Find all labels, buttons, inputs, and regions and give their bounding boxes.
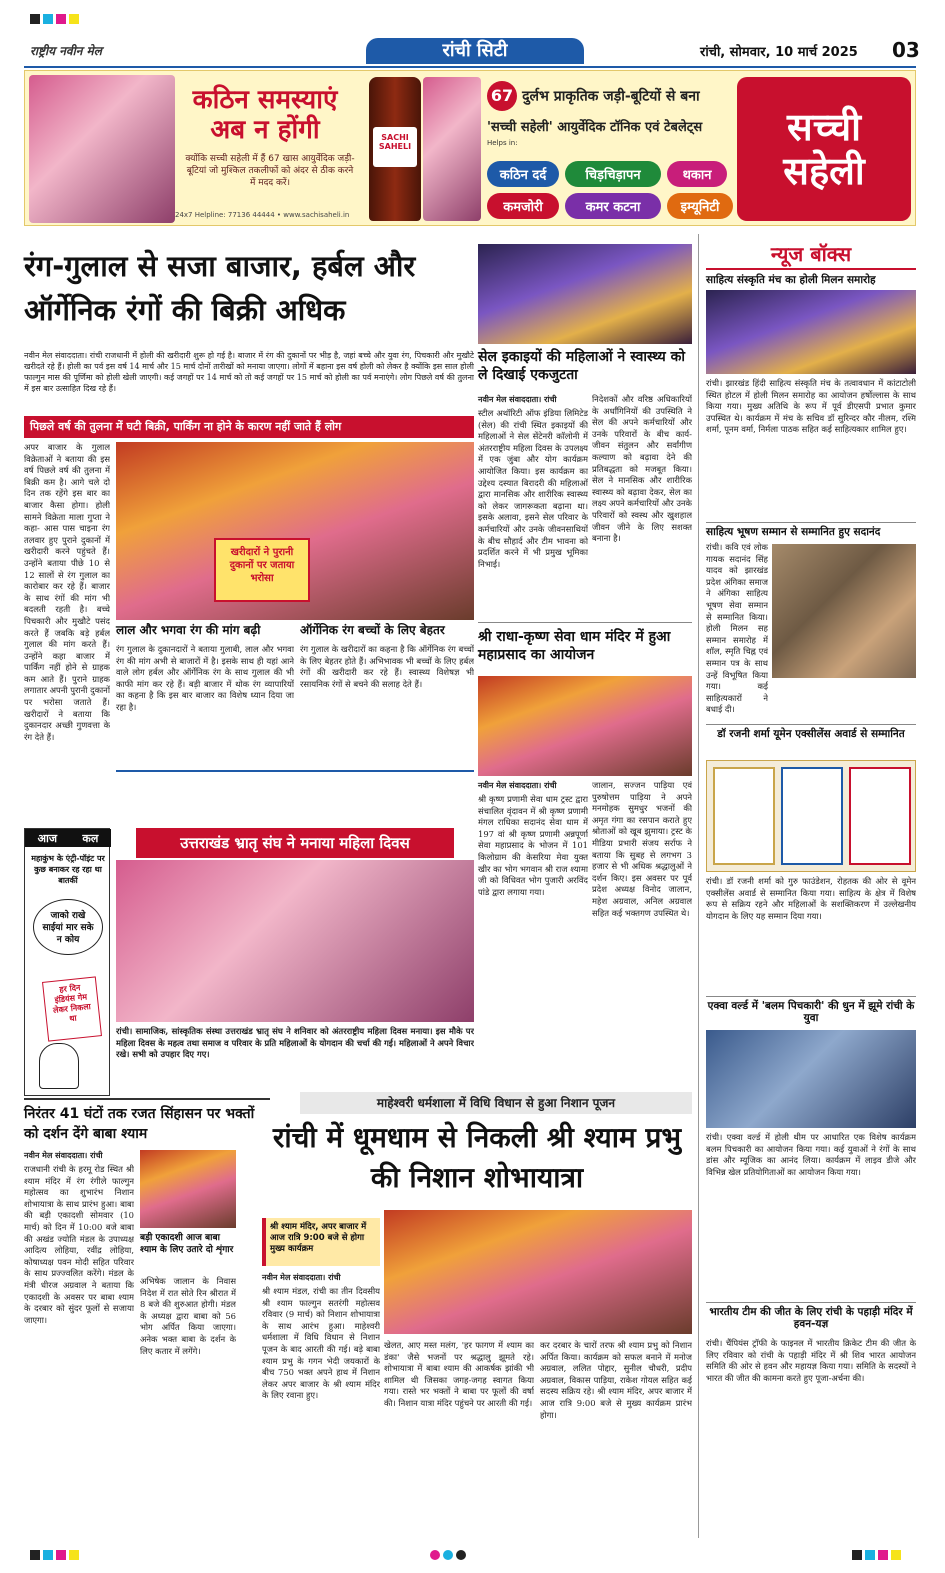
cartoon: [24, 828, 110, 1096]
news-item-5-head: भारतीय टीम की जीत के लिए रांची के पहाड़ी मंदिर में हवन-यज्ञ: [709, 1306, 913, 1331]
ad-pill-6: इम्यूनिटी: [667, 193, 733, 219]
certificate-3: [849, 767, 911, 865]
lead-column-1: अपर बाजार के गुलाल विक्रेताओं ने बताया की इस वर्ष पिछले वर्ष की तुलना में बिक्री कम है। आगे चले दो दिन तक रहेंगे इस बार का बाजार कैसा होगा। होली सामने विक्रेता माला गुप्ता ने कहा- आस पास चाइना रंग तलवार हुए पुराने दुकानों में खरीदारी करने पहुंचते हैं। उन्होंने बताया पीछे 10 से 12 सालों से रंग गुलाल का कारोबार कर रहे हैं। बाजार के साथ रंगों की मांग भी बदलती रहती है। बच्चे पिचकारी और मुखौटे पसंद करते हैं जबकि बड़े हर्बल गुलाल की मांग करते हैं। उन्होंने कहा बाजार में पार्किंग नहीं होने से ग्राहक कम आते हैं। पुराने ग्राहक लगातार अपनी पुरानी दुकानों पर भरोसा जताते हैं। खरीदारों ने बताया कि दुकानदार अच्छी गुणवत्ता के रंग देते हैं।: [24, 442, 110, 742]
news-box-header: [706, 240, 916, 270]
lead-sub-2-text: रंग गुलाल के खरीदारों का कहना है कि ऑर्गेनिक रंग बच्चों के लिए बेहतर होते हैं। अभिभावक भी बच्चों के लिए हर्बल रंगों की खरीदारी कर रहे हैं। स्वास्थ्य विशेषज्ञ भी रसायनिक रंगों से बचने की सलाह देते हैं।: [300, 644, 474, 689]
ad-logo: [737, 77, 911, 221]
shyam-text-1: श्री श्याम मंडल, रांची का तीन दिवसीय श्री श्याम फाल्गुन सतरंगी महोत्सव रविवार (9 मार्च) को निशान शोभायात्रा के साथ आरंभ हुआ। माहेश्वरी धर्मशाला में विधि विधान से निशान पूजन के बाद आरती की गई। बड़े बाबा श्याम प्रभु के गगन भेदी जयकारों के बीच 750 भक्त अपने हाथ में निशान लेकर अपर बाजार के श्री श्याम मंदिर के लिए रवाना हुए।: [262, 1286, 380, 1401]
news-rule-4: [706, 1302, 916, 1303]
advertisement: [24, 70, 916, 226]
news-item-2-head: साहित्य भूषण सम्मान से सम्मानित हुए सदानंद: [706, 526, 881, 538]
news-item-4-text: रांची। एक्वा वर्ल्ड में होली थीम पर आधारित एक विशेष कार्यक्रम बलम पिचकारी का आयोजन किया गया। कई युवाओं ने रंगों के साथ डांस और म्यूजिक का आनंद लिया। कार्यक्रम में लाइव डीजे और विभिन्न खेल प्रतियोगिताओं का आयोजन किया गया।: [706, 1132, 916, 1177]
cartoon-header: [25, 829, 111, 847]
radha-text-2: जालान, सज्जन पाड़िया एवं पुरुषोत्तम पाड़िया ने अपने मनमोहक सुमधुर भजनों की अमृत गंगा का रसपान कराते हुए श्रोताओं को खूब झुमाया। ट्रस्ट के मीडिया प्रभारी संजय सर्राफ ने बताया कि सुबह से लगभग 3 हजार से भी अधिक श्रद्धालुओं ने दर्शन किए। इस अवसर पर पूर्व प्रदेश अध्यक्ष विनोद जालान, महेश अग्रवाल, अनिल अग्रवाल सहित कई भक्तगण उपस्थित थे।: [592, 780, 692, 918]
sail-headline: सेल इकाइयों की महिलाओं ने स्वास्थ्य को ले दिखाई एकजुटता: [478, 349, 686, 383]
ad-pill-1: कठिन दर्द: [487, 161, 559, 187]
lead-headline: रंग-गुलाल से सजा बाजार, हर्बल और ऑर्गेनिक रंगों की बिक्री अधिक: [24, 249, 416, 327]
shyam-byline: नवीन मेल संवाददाता। रांची: [262, 1273, 341, 1282]
cartoon-label-right: कल: [82, 831, 99, 845]
news-rule-3: [706, 996, 916, 997]
lead-intro: नवीन मेल संवाददाता। रांची राजधानी में होली की खरीदारी शुरू हो गई है। बाजार में रंग की दुकानों पर भीड़ है, जहां बच्चे और युवा रंग, पिचकारी और मुखौटे खरीदते रहे हैं। होली का पर्व इस वर्ष 14 मार्च और 15 मार्च दोनों तारीखों को मनाया जाएगा। लोगों में बहाना इस वर्ष होली को लेकर है क्योंकि इस साल होली फाल्गुन मास की पूर्णिमा को होली खेली जाएगी। कई जगहों पर 14 मार्च को तो कई जगहों पर 15 मार्च को होली का पर्व मनाएंगे। लोग पिछले वर्ष की तुलना में इस बार उत्साहित दिख रहे हैं।: [24, 351, 474, 393]
news-rule-2: [706, 724, 916, 725]
lead-sub-1: लाल और भगवा रंग की मांग बढ़ी: [116, 623, 261, 637]
ad-pill-4: कमजोरी: [487, 193, 559, 219]
news-item-4-head: एक्वा वर्ल्ड में 'बलम पिचकारी' की धुन में झूमे रांची के युवा: [707, 1000, 915, 1025]
ad-box-image: [423, 77, 481, 221]
nonstop-byline: नवीन मेल संवाददाता। रांची: [24, 1151, 103, 1160]
women-day-photo: [116, 860, 474, 1022]
news-item-2-photo: [772, 544, 916, 678]
cartoon-figure: [39, 1043, 79, 1089]
ad-logo-text: सच्ची सहेली: [783, 105, 865, 193]
sail-rule: [478, 622, 692, 623]
news-item-2-text: रांची। कवि एवं लोक गायक सदानंद सिंह यादव को झारखंड प्रदेश अंगिका समाज ने अंगिका साहित्य भूषण सेवा सम्मान से सम्मानित किया। होली मिलन सह सम्मान समारोह में शॉल, स्मृति चिह्न एवं सम्मान पत्र के साथ उन्हें विभूषित किया गया। कई साहित्यकारों ने बधाई दी।: [706, 542, 768, 715]
paper-name: राष्ट्रीय नवीन मेल: [30, 44, 102, 58]
ad-headline-line-1: कठिन समस्याएं: [192, 85, 338, 115]
cartoon-caption: महाकुंभ के एंट्री-पॉइंट पर कुछ बनाकर रह रहा था बातकीं: [31, 854, 105, 885]
women-day-rule: [116, 770, 474, 772]
lead-sub-2: ऑर्गेनिक रंग बच्चों के लिए बेहतर: [300, 623, 445, 637]
nonstop-photo: [140, 1150, 236, 1228]
lead-red-bar: पिछले वर्ष की तुलना में घटी बिक्री, पार्किंग ना होने के कारण नहीं जाते हैं लोग: [24, 416, 474, 438]
cartoon-label-left: आज: [37, 831, 58, 845]
ad-pill-3: थकान: [667, 161, 727, 187]
radha-byline: नवीन मेल संवाददाता। रांची: [478, 781, 557, 790]
nonstop-text-1: राजधानी रांची के हरमू रोड स्थित श्री श्याम मंदिर में रंग रंगीले फाल्गुन महोत्सव का शुभारंभ निशान शोभायात्रा के साथ प्रारंभ हुआ। बाबा की बड़ी एकादशी सोमवार (10 मार्च) को दिन में 10:00 बजे बाबा की अखंड ज्योति मंडल के उपाध्यक्ष आदित्य लोहिया, रवींद्र लोहिया, कोषाध्यक्ष पवन मोदी सहित परिवार के साथ प्रज्ज्वलित करेंगे। मंडल के मंत्री धीरज अग्रवाल ने बताया कि एकादशी के अवसर पर बाबा श्याम के दरबार को सुंदर फूलों से सजाया जाएगा।: [24, 1164, 134, 1325]
ad-headline: [175, 85, 355, 145]
registration-marks-bottom-left: [30, 1550, 79, 1560]
ad-right-subtitle: 'सच्ची सहेली' आयुर्वेदिक टॉनिक एवं टेबलेट्स: [487, 120, 703, 135]
ad-helpline: 24x7 Helpline: 77136 44444 • www.sachisaheli.in: [175, 211, 350, 219]
shyam-text-2: खेलत, आए मस्त मलंग, 'हर फागण में श्याम का डंका' जैसे भजनों पर श्रद्धालु झूमते रहे। शोभायात्रा में बाबा श्याम की आकर्षक झांकी भी शामिल थी जिसका जगह-जगह स्वागत किया गया। रास्ते भर भक्तों ने बाबा पर फूलों की वर्षा की। निशान यात्रा मंदिर पहुंचने पर आरती की गई।: [384, 1340, 534, 1408]
ad-headline-line-2: अब न होंगी: [210, 115, 320, 145]
news-item-5-text: रांची। चैंपियंस ट्रॉफी के फाइनल में भारतीय क्रिकेट टीम की जीत के लिए रविवार को रांची के पहाड़ी मंदिर में श्री शिव भारत आयोजन समिति की ओर से हवन और महायज्ञ किया गया। समिति के सदस्यों ने भारत की जीत की कामना करते हुए पूजा-अर्चना की।: [706, 1338, 916, 1383]
news-box-title: न्यूज बॉक्स: [770, 242, 852, 266]
certificate-2: [781, 767, 843, 865]
shyam-photo: [384, 1210, 692, 1334]
news-rule-1: [706, 522, 916, 523]
sail-text-2: निदेशकों और वरिष्ठ अधिकारियों के अर्धांगिनियों की उपस्थिति ने सेल की अपने कर्मचारियों और उनके परिवारों के बीच कार्य-जीवन संतुलन और सर्वांगीण कल्याण को बढ़ावा देने की प्रतिबद्धता को मजबूत किया। सेल ने मानसिक और शारीरिक स्वास्थ्य को बढ़ावा देकर, सेल का लक्ष्य अपने कर्मचारियों और उनके परिवारों को स्वस्थ और खुशहाल जीवन जीने के लिए सशक्त बनाना है।: [592, 394, 692, 544]
news-item-1-photo: [706, 290, 916, 374]
ad-bottle-image: [369, 77, 421, 221]
radha-text-1: श्री कृष्ण प्रणामी सेवा धाम ट्रस्ट द्वारा संचालित वृंदावन में श्री कृष्ण प्रणामी मंगल राधिका सदानंद सेवा धाम में 197 वां श्री कृष्ण प्रणामी अन्नपूर्णा सेवा महाप्रसाद के भोजन में 101 किलोग्राम की केसरिया मेवा युक्त खीर का भोग भगवान श्री राज श्यामा जी को विधिवत भोग पुजारी अरविंद पांडे द्वारा लगाया गया।: [478, 794, 588, 897]
ad-right-title-text: दुर्लभ प्राकृतिक जड़ी-बूटियों से बना: [522, 88, 700, 105]
lead-photo-callout: खरीदारों ने पुरानी दुकानों पर जताया भरोसा: [214, 538, 310, 602]
shyam-headline: रांची में धूमधाम से निकली श्री श्याम प्रभु की निशान शोभायात्रा: [272, 1121, 682, 1194]
shyam-text-3: कर दरबार के चारों तरफ श्री श्याम प्रभु को निशान अर्पित किया। कार्यक्रम को सफल बनाने में मनोज अग्रवाल, ललित पोद्दार, सुनील चौधरी, प्रदीप अग्रवाल, विकास पाड़िया, राकेश गोयल सहित कई सदस्य सक्रिय रहे। श्री श्याम मंदिर, अपर बाजार में आज रात्रि 9:00 बजे से मुख्य कार्यक्रम प्रारंभ होगा।: [540, 1340, 692, 1420]
shyam-kicker: माहेश्वरी धर्मशाला में विधि विधान से हुआ निशान पूजन: [300, 1092, 692, 1114]
certificate-1: [713, 767, 775, 865]
news-item-3-certificates: [706, 760, 916, 872]
ad-subline: क्योंकि सच्ची सहेली में हैं 67 खास आयुर्वेदिक जड़ी-बूटियां जो मुश्किल तकलीफों को अंदर से ठीक करने में मदद करें।: [185, 154, 355, 188]
news-item-1-text: रांची। झारखंड हिंदी साहित्य संस्कृति मंच के तत्वावधान में कांटाटोली स्थित होटल में होली मिलन समारोह का आयोजन हर्षोल्लास के साथ किया गया। मुख्य अतिथि के रूप में पूर्व डीएसपी प्रभात कुमार उपस्थित थे। कार्यक्रम में मंच के सचिव डॉ सुरिन्दर कौर नीलम, रश्मि शर्मा, पूनम वर्मा, निर्मला पाठक सहित कई साहित्यकार शामिल हुए।: [706, 378, 916, 435]
news-item-1-head: साहित्य संस्कृति मंच का होली मिलन समारोह: [706, 274, 876, 286]
cartoon-bubble: जाको राखे साईयां मार सके न कोय: [33, 899, 103, 955]
sidebar-divider: [698, 234, 699, 1538]
registration-marks-bottom-center: [430, 1550, 466, 1560]
nonstop-headline: निरंतर 41 घंटों तक रजत सिंहासन पर भक्तों को दर्शन देंगे बाबा श्याम: [24, 1106, 255, 1142]
ad-pill-5: कमर कटना: [565, 193, 661, 219]
lead-market-photo: [116, 442, 474, 620]
news-item-3-text: रांची। डॉ रजनी शर्मा को गुरु फाउंडेशन, रोहतक की ओर से वूमेन एक्सीलेंस अवार्ड से सम्मानित किया गया। साहित्य के क्षेत्र में विशेष रूप से सक्रिय रहने और महिलाओं के सशक्तिकरण में उल्लेखनीय योगदान के लिए यह सम्मान दिया गया।: [706, 876, 916, 921]
dateline: रांची, सोमवार, 10 मार्च 2025: [700, 45, 858, 60]
lead-sub-1-text: रंग गुलाल के दुकानदारों ने बताया गुलाबी, लाल और भगवा रंग की मांग अभी से बाजारों में है। इसके साथ ही यहां आने वाले लोग हर्बल और ऑर्गेनिक रंग के साथ गुलाल की भी काफी मांग कर रहे हैं। बड़ी बाजार में थोक रंग व्यापारियों का कहना है कि इस बार बाजार का विशेष ध्यान दिया जा रहा है।: [116, 644, 294, 712]
women-day-headline: उत्तराखंड भ्रातृ संघ ने मनाया महिला दिवस: [136, 828, 454, 858]
sail-byline: नवीन मेल संवाददाता। रांची: [478, 395, 557, 404]
women-day-caption: रांची। सामाजिक, सांस्कृतिक संस्था उत्तराखंड भ्रातृ संघ ने शनिवार को अंतरराष्ट्रीय महिला दिवस मनाया। इस मौके पर महिला दिवस के महत्व तथा समाज व परिवार के प्रति महिलाओं के योगदान की चर्चा की गई। महिलाओं ने अपने विचार रखे। सभी को उपहार दिए गए।: [116, 1026, 474, 1060]
ad-67-badge: 67: [487, 81, 517, 111]
section-title: रांची सिटी: [366, 38, 584, 64]
sail-text-1: स्टील अथॉरिटी ऑफ इंडिया लिमिटेड (सेल) की रांची स्थित इकाइयों की महिलाओं ने सेल सेंटेनरी कॉलोनी में अंतरराष्ट्रीय महिला दिवस के उपलक्ष्य में एक जुंबा और योग कार्यक्रम आयोजित किया। इस कार्यक्रम का उद्देश्य दस्यात बिरादरी की महिलाओं द्वारा मानसिक और शारीरिक स्वास्थ्य को लेकर जागरूकता बढ़ाना था। इसके अलावा, इसने सेल परिवार के कर्मचारियों और उनके जीवनसाथियों के बीच सौहार्द और टीम भावना को प्रदर्शित करने में भी प्रमुख भूमिका निभाई।: [478, 408, 588, 569]
masthead-rule: [24, 66, 916, 68]
ad-pill-2: चिड़चिड़ापन: [565, 161, 661, 187]
nonstop-text-2: अभिषेक जालान के निवास निदेश में रात सोते रिन श्रीरात में 8 बजे की शुरुआत होगी। मंडल के अध्यक्ष द्वारा बाबा को 56 भोग अर्पित किया जाएगा। अनेक भक्त बाबा के दर्शन के लिए कतार में लगेंगे।: [140, 1276, 236, 1356]
nonstop-photo-caption: बड़ी एकादशी आज बाबा श्याम के लिए उतारे दो शृंगार: [140, 1233, 234, 1255]
registration-marks-top: [30, 14, 79, 24]
nonstop-rule: [24, 1098, 270, 1100]
sail-photo: [478, 244, 692, 344]
news-item-4-photo: [706, 1030, 916, 1128]
page-number: 03: [892, 38, 920, 62]
ad-models-image: [29, 75, 175, 223]
shyam-box: श्री श्याम मंदिर, अपर बाजार में आज रात्रि 9:00 बजे से होगा मुख्य कार्यक्रम: [262, 1218, 380, 1266]
ad-helps-in: Helps in:: [487, 139, 518, 147]
news-item-3-head: डॉ रजनी शर्मा यूमेन एक्सीलेंस अवार्ड से सम्मानित: [717, 728, 905, 740]
ad-bottle-label: SACHI SAHELI: [373, 127, 417, 167]
ad-right-title: [487, 81, 727, 111]
radha-headline: श्री राधा-कृष्ण सेवा धाम मंदिर में हुआ महाप्रसाद का आयोजन: [478, 629, 671, 663]
radha-photo: [478, 676, 692, 776]
registration-marks-bottom-right: [852, 1550, 901, 1560]
cartoon-placard: हर दिन इंडियंस गेम लेकर निकला था: [42, 976, 102, 1041]
